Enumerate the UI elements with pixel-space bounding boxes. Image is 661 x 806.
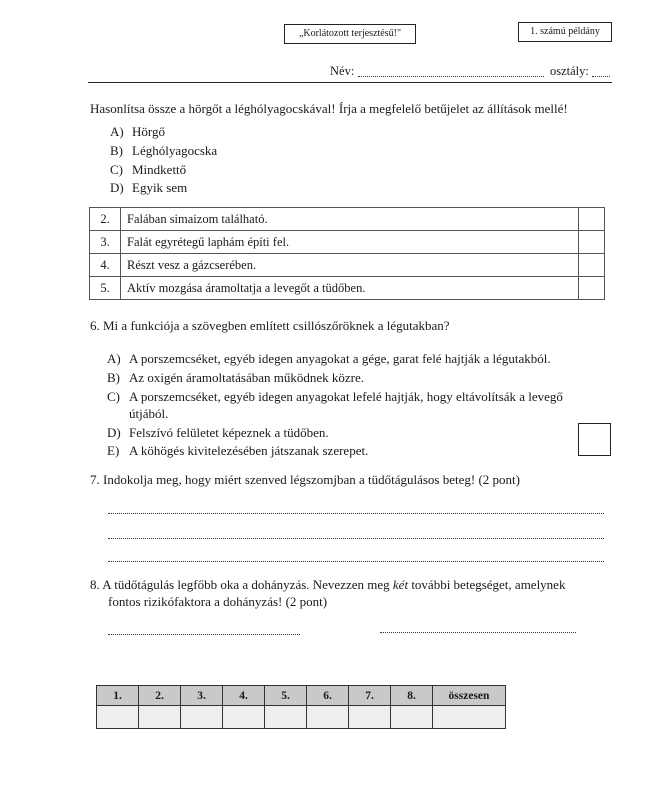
score-header-row (97, 686, 506, 706)
q7-prompt (90, 472, 520, 488)
score-total-cell[interactable] (433, 706, 506, 729)
q6-option-a (107, 351, 551, 367)
score-cell[interactable] (181, 706, 223, 729)
score-header: összesen (433, 686, 506, 706)
compare-option (110, 124, 165, 140)
table-row (90, 231, 605, 254)
option-letter: A) (110, 124, 124, 139)
row-statement: Falában simaizom található. (121, 208, 579, 231)
q8-prompt-line1 (90, 577, 565, 593)
q7-answer-line[interactable] (108, 561, 604, 562)
q7-answer-line[interactable] (108, 513, 604, 514)
option-letter: B) (110, 143, 123, 158)
option-text: A porszemcséket, egyéb idegen anyagokat lefelé hajtják, hogy eltávolítsák a levegő (129, 389, 563, 404)
score-header: 3. (181, 686, 223, 706)
row-statement: Aktív mozgása áramoltatja a levegőt a tüdőben. (121, 277, 579, 300)
q7-number: 7. (90, 472, 100, 487)
row-number: 2. (90, 208, 121, 231)
q7-answer-line[interactable] (108, 538, 604, 539)
answer-cell[interactable] (579, 277, 605, 300)
score-header: 7. (349, 686, 391, 706)
q8-text-emphasis: két (392, 577, 409, 592)
score-value-row (97, 706, 506, 729)
score-cell[interactable] (139, 706, 181, 729)
option-letter: B) (107, 370, 120, 385)
option-text: Hörgő (132, 124, 165, 139)
q7-text: Indokolja meg, hogy miért szenved légszomjban a tüdőtágulásos beteg! (2 pont) (103, 472, 520, 487)
name-label: Név: (330, 64, 355, 78)
score-header: 5. (265, 686, 307, 706)
row-number: 4. (90, 254, 121, 277)
q6-option-c-continued: útjából. (129, 406, 169, 421)
score-table (96, 685, 506, 729)
score-cell[interactable] (349, 706, 391, 729)
copy-number-label: 1. számú példány (530, 26, 600, 37)
option-text: Felszívó felületet képeznek a tüdőben. (129, 425, 329, 440)
row-statement: Részt vesz a gázcserében. (121, 254, 579, 277)
statement-table (89, 207, 605, 300)
score-header: 1. (97, 686, 139, 706)
restricted-label: „Korlátozott terjesztésű!" (298, 28, 402, 39)
option-letter: D) (107, 425, 121, 440)
q8-number: 8. (90, 577, 100, 592)
option-text: Az oxigén áramoltatásában működnek közre. (129, 370, 364, 385)
score-cell[interactable] (391, 706, 433, 729)
table-row (90, 277, 605, 300)
option-text: Egyik sem (132, 180, 188, 195)
compare-option (110, 162, 186, 178)
restricted-distribution-box (284, 24, 416, 44)
q6-option-e (107, 443, 368, 459)
score-header: 2. (139, 686, 181, 706)
q8-answer-line-1[interactable] (108, 634, 300, 635)
score-cell[interactable] (265, 706, 307, 729)
class-label: osztály: (550, 64, 589, 78)
row-number: 3. (90, 231, 121, 254)
option-letter: D) (110, 180, 124, 195)
q8-text-post: további betegséget, amelynek (408, 577, 566, 592)
class-field[interactable] (592, 76, 610, 77)
compare-prompt: Hasonlítsa össze a hörgőt a léghólyagocskával! Írja a megfelelő betűjelet az állítások mellé! (90, 101, 568, 116)
option-letter: C) (107, 389, 120, 404)
q8-prompt-line2: fontos rizikófaktora a dohányzás! (2 pont) (108, 594, 328, 609)
score-cell[interactable] (223, 706, 265, 729)
score-header: 6. (307, 686, 349, 706)
q8-text-pre: A tüdőtágulás legfőbb oka a dohányzás. Nevezzen meg (102, 577, 393, 592)
q6-option-b (107, 370, 364, 386)
option-text: Mindkettő (132, 162, 187, 177)
compare-option (110, 143, 217, 159)
q6-option-d (107, 425, 329, 441)
table-row (90, 208, 605, 231)
q6-prompt (90, 318, 450, 334)
row-statement: Falát egyrétegű laphám építi fel. (121, 231, 579, 254)
answer-cell[interactable] (579, 254, 605, 277)
score-header: 8. (391, 686, 433, 706)
answer-cell[interactable] (579, 208, 605, 231)
q6-text: Mi a funkciója a szövegben említett csillószőröknek a légutakban? (103, 318, 450, 333)
score-header: 4. (223, 686, 265, 706)
option-letter: A) (107, 351, 121, 366)
answer-cell[interactable] (579, 231, 605, 254)
option-letter: E) (107, 443, 120, 458)
score-cell[interactable] (97, 706, 139, 729)
option-text: A porszemcséket, egyéb idegen anyagokat a gége, garat felé hajtják a légutakból. (129, 351, 551, 366)
option-text: Léghólyagocska (132, 143, 218, 158)
copy-number-box (518, 22, 612, 42)
compare-option (110, 180, 187, 196)
q6-answer-box[interactable] (578, 423, 611, 456)
score-cell[interactable] (307, 706, 349, 729)
q6-number: 6. (90, 318, 100, 333)
option-text: A köhögés kivitelezésében játszanak szerepet. (129, 443, 369, 458)
table-row (90, 254, 605, 277)
q6-option-c (107, 389, 563, 405)
option-letter: C) (110, 162, 123, 177)
name-field[interactable] (358, 76, 544, 77)
row-number: 5. (90, 277, 121, 300)
header-divider (88, 82, 612, 83)
q8-answer-line-2[interactable] (380, 632, 576, 633)
